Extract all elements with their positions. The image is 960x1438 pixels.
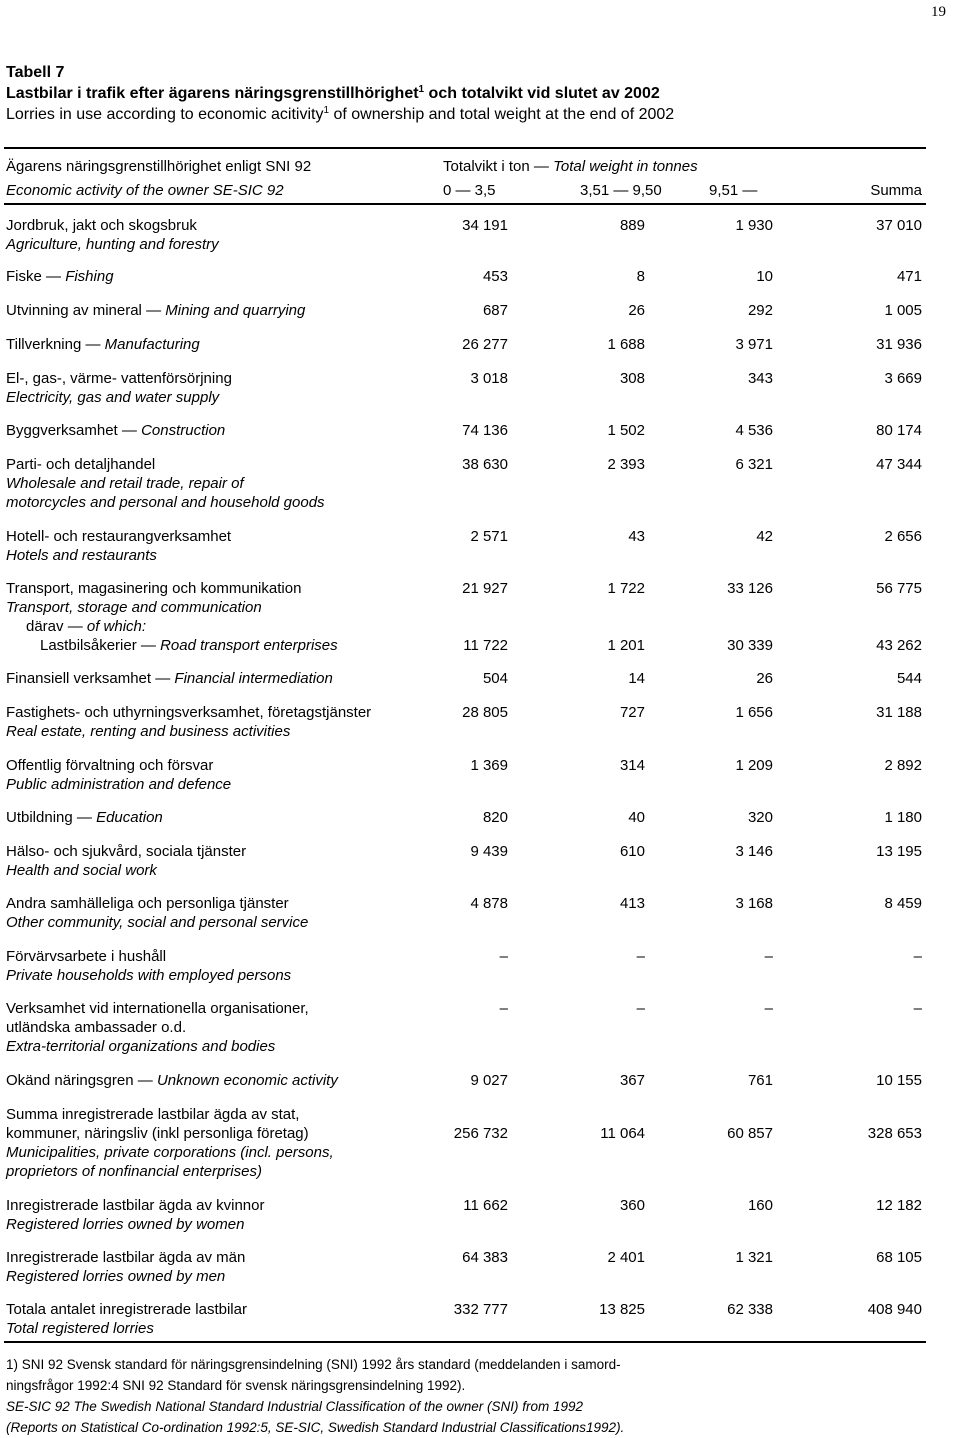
row-value-col-3: 10 [756,268,773,285]
row-value-col-3: 3 146 [735,843,773,860]
row-label-sv: Byggverksamhet [6,422,118,439]
row-value-col-2: 2 401 [607,1249,645,1266]
row-label-en: Total registered lorries [6,1320,154,1337]
row-value-col-3: 160 [747,1197,773,1214]
footnote-line-3: SE-SIC 92 The Swedish National Standard Industrial Classification of the owner (SNI) from 1992 [6,1399,584,1414]
row-value-col-1: 28 805 [462,704,508,721]
row-value-col-1: 11 722 [463,637,508,654]
row-value-col-4: 328 653 [867,1125,922,1142]
row-value-col-4: 1 180 [884,809,922,826]
row-value-col-3: – [764,948,773,965]
row-value-col-2: 889 [619,217,645,234]
row-value-col-2: 11 064 [600,1125,645,1142]
row-value-col-4: 10 155 [876,1072,922,1089]
row-label-sv: Hälso- och sjukvård, sociala tjänster [6,843,247,860]
row-label-sv: Summa inregistrerade lastbilar ägda av stat, [6,1106,300,1123]
row-label-sv: Finansiell verksamhet [6,670,152,687]
row-label [6,999,309,1056]
row-value-col-2: 13 825 [599,1301,645,1318]
row-value-col-3: 343 [747,370,773,387]
row-value-col-3: 1 209 [735,757,773,774]
row-label-sv: Okänd näringsgren [6,1072,134,1089]
row-value-col-3: 1 930 [735,217,773,234]
row-value-col-3: 761 [747,1072,773,1089]
row-label-sv-cont: utländska ambassader o.d. [6,1019,187,1036]
row-label-sv: El-, gas-, värme- vattenförsörjning [6,370,232,387]
row-label: Lastbilsåkerier — Road transport enterprises [40,637,338,654]
row-label [6,1300,247,1338]
row-value-col-2: 360 [619,1197,645,1214]
row-value-col-1: – [499,948,508,965]
row-label-en: Unknown economic activity [156,1072,338,1089]
row-label-en: Wholesale and retail trade, repair of [6,475,244,492]
row-value-col-2: 308 [619,370,645,387]
row-value-col-3: 1 656 [735,704,773,721]
top-rule [4,147,926,149]
row-value-col-2: 1 722 [607,580,645,597]
row-label-en: Transport, storage and communication [6,599,262,616]
row-label-en: of which: [86,618,147,635]
row-value-col-1: 4 878 [470,895,508,912]
row-value-col-3: 62 338 [727,1301,773,1318]
footnotes [6,1354,624,1438]
footnote-line-4: (Reports on Statistical Co-ordination 1992:5, SE-SIC, Swedish Standard Industrial Classifications1992). [6,1420,625,1435]
row-label-en: Registered lorries owned by men [6,1268,226,1285]
row-label: Fiske — Fishing [6,268,114,285]
row-label-en: Real estate, renting and business activities [6,723,291,740]
header-activity-en: Economic activity of the owner SE-SIC 92 [6,182,284,199]
row-value-col-3: 4 536 [735,422,773,439]
row-value-col-4: 31 936 [876,336,922,353]
row-label-en: Financial intermediation [174,670,333,687]
row-value-col-3: 33 126 [727,580,773,597]
row-label-sv: Fiske [6,268,42,285]
row-label: Utvinning av mineral — Mining and quarrying [6,302,306,319]
row-value-col-3: – [764,1000,773,1017]
row-value-col-1: 64 383 [462,1249,508,1266]
row-value-col-1: 820 [482,809,508,826]
row-label-sv: Offentlig förvaltning och försvar [6,757,214,774]
row-value-col-1: 34 191 [462,217,508,234]
header-col-3-51-9-50: 3,51 — 9,50 [580,182,662,199]
row-value-col-1: 453 [482,268,508,285]
row-value-col-2: 367 [619,1072,645,1089]
row-label [6,1196,264,1234]
row-value-col-4: 47 344 [876,456,922,473]
row-label [6,216,219,254]
row-label: Tillverkning — Manufacturing [6,336,200,353]
header-row-1 [6,158,926,178]
row-label [6,1248,245,1286]
row-value-col-4: – [913,948,922,965]
row-label-sv: Utbildning [6,809,73,826]
row-label-en: Agriculture, hunting and forestry [6,236,219,253]
row-value-col-1: 687 [482,302,508,319]
row-value-col-3: 3 168 [735,895,773,912]
row-label-en: Construction [141,422,226,439]
header-col-0-3-5: 0 — 3,5 [443,182,496,199]
row-value-col-3: 1 321 [735,1249,773,1266]
row-label-sv: Tillverkning [6,336,82,353]
row-label-sv: Inregistrerade lastbilar ägda av kvinnor [6,1197,265,1214]
row-value-col-3: 26 [756,670,773,687]
row-value-col-4: 37 010 [876,217,922,234]
row-value-col-1: 256 732 [453,1125,508,1142]
row-value-col-4: 2 892 [884,757,922,774]
row-label-en-cont: motorcycles and personal and household goods [6,494,325,511]
row-label: Utbildning — Education [6,809,163,826]
row-label-sv: Parti- och detaljhandel [6,456,156,473]
row-label [6,756,231,794]
footnote-line-2: ningsfrågor 1992:4 SNI 92 Standard för svensk näringsgrensindelning 1992). [6,1378,466,1393]
row-value-col-1: 9 439 [470,843,508,860]
header-weight-span: Totalvikt i ton — Total weight in tonnes [443,158,698,175]
row-value-col-1: 2 571 [470,528,508,545]
row-label: Byggverksamhet — Construction [6,422,226,439]
row-label [6,527,231,565]
row-value-col-1: 74 136 [462,422,508,439]
row-label: därav — of which: [26,618,147,635]
header-activity-sv: Ägarens näringsgrenstillhörighet enligt SNI 92 [6,158,312,175]
row-value-col-4: 471 [896,268,922,285]
row-label: Okänd näringsgren — Unknown economic activity [6,1072,338,1089]
row-value-col-1: 332 777 [453,1301,508,1318]
header-row-2 [6,182,926,202]
row-label-sv: Förvärvsarbete i hushåll [6,948,167,965]
row-label-sv-cont: kommuner, näringsliv (inkl personliga företag) [6,1125,309,1142]
row-label: Finansiell verksamhet — Financial intermediation [6,670,333,687]
row-value-col-1: 26 277 [462,336,508,353]
row-label-en: Education [96,809,163,826]
row-value-col-2: 1 502 [607,422,645,439]
row-label-sv: Totala antalet inregistrerade lastbilar [6,1301,247,1318]
row-label [6,947,291,985]
row-value-col-4: 43 262 [876,637,922,654]
row-label-en: Manufacturing [104,336,200,353]
row-label-sv: Transport, magasinering och kommunikation [6,580,302,597]
row-label-en-cont: proprietors of nonfinancial enterprises) [6,1163,262,1180]
row-label [6,703,371,741]
row-label-sv: Lastbilsåkerier [40,637,137,654]
row-value-col-2: 314 [619,757,645,774]
row-label-sv: Jordbruk, jakt och skogsbruk [6,217,197,234]
row-label-en: Private households with employed persons [6,967,292,984]
row-label [6,894,308,932]
row-value-col-4: 3 669 [884,370,922,387]
row-value-col-3: 60 857 [727,1125,773,1142]
row-label-en: Health and social work [6,862,157,879]
row-value-col-1: 504 [482,670,508,687]
title-english: Lorries in use according to economic acitivity$^1$ of ownership and total weight at the end of 2002 [6,105,675,123]
row-value-col-4: 2 656 [884,528,922,545]
row-value-col-1: 11 662 [463,1197,508,1214]
row-label-en: Registered lorries owned by women [6,1216,245,1233]
row-label-sv: Andra samhälleliga och personliga tjänster [6,895,289,912]
row-value-col-4: 12 182 [876,1197,922,1214]
row-value-col-2: 2 393 [607,456,645,473]
row-label-sv: Fastighets- och uthyrningsverksamhet, företagstjänster [6,704,372,721]
page-number: 19 [931,4,946,20]
row-label-en: Other community, social and personal service [6,914,309,931]
row-label [6,1105,334,1181]
row-value-col-2: 14 [628,670,645,687]
header-rule [4,203,926,205]
row-value-col-4: 56 775 [876,580,922,597]
row-value-col-4: 8 459 [884,895,922,912]
row-value-col-3: 6 321 [735,456,773,473]
row-label-sv: därav [26,618,64,635]
row-value-col-1: – [499,1000,508,1017]
row-value-col-4: 80 174 [876,422,922,439]
row-label-sv: Verksamhet vid internationella organisationer, [6,1000,309,1017]
row-label [6,455,325,512]
row-value-col-4: 68 105 [876,1249,922,1266]
row-label-en: Extra-territorial organizations and bodies [6,1038,276,1055]
row-value-col-2: 40 [628,809,645,826]
row-label-en: Fishing [65,268,114,285]
row-label-en: Public administration and defence [6,776,232,793]
row-value-col-1: 9 027 [470,1072,508,1089]
row-value-col-4: 31 188 [876,704,922,721]
row-value-col-2: – [636,1000,645,1017]
row-value-col-2: 26 [628,302,645,319]
row-value-col-2: – [636,948,645,965]
row-value-col-4: 1 005 [884,302,922,319]
bottom-rule [4,1341,926,1343]
table-label: Tabell 7 [6,64,65,81]
row-value-col-1: 1 369 [470,757,508,774]
row-value-col-4: 544 [896,670,922,687]
row-value-col-4: – [913,1000,922,1017]
row-label-sv: Hotell- och restaurangverksamhet [6,528,232,545]
row-label-en: Municipalities, private corporations (incl. persons, [6,1144,334,1161]
row-value-col-3: 30 339 [727,637,773,654]
header-col-summa: Summa [870,182,922,199]
table-title-block [6,62,674,125]
row-value-col-3: 320 [747,809,773,826]
row-value-col-2: 413 [619,895,645,912]
row-label-sv: Utvinning av mineral [6,302,142,319]
row-value-col-2: 43 [628,528,645,545]
row-value-col-4: 13 195 [876,843,922,860]
row-value-col-3: 3 971 [735,336,773,353]
row-value-col-2: 610 [619,843,645,860]
title-swedish: Lastbilar i trafik efter ägarens näringsgrenstillhörighet$^1$ och totalvikt vid slutet av 2002 [6,84,660,102]
row-label-en: Road transport enterprises [160,637,338,654]
row-value-col-3: 42 [756,528,773,545]
row-value-col-2: 8 [636,268,645,285]
row-value-col-3: 292 [747,302,773,319]
row-value-col-2: 727 [619,704,645,721]
row-label [6,579,301,617]
row-label [6,842,246,880]
row-label-sv: Inregistrerade lastbilar ägda av män [6,1249,246,1266]
row-value-col-1: 3 018 [470,370,508,387]
row-value-col-2: 1 688 [607,336,645,353]
row-value-col-1: 38 630 [462,456,508,473]
footnote-line-1: 1) SNI 92 Svensk standard för näringsgrensindelning (SNI) 1992 års standard (meddelanden i samord- [6,1357,621,1372]
row-value-col-4: 408 940 [867,1301,922,1318]
row-label-en: Electricity, gas and water supply [6,389,220,406]
row-label [6,369,232,407]
row-label-en: Mining and quarrying [165,302,306,319]
header-col-9-51: 9,51 — [709,182,758,199]
row-value-col-2: 1 201 [607,637,645,654]
row-label-en: Hotels and restaurants [6,547,157,564]
row-value-col-1: 21 927 [462,580,508,597]
